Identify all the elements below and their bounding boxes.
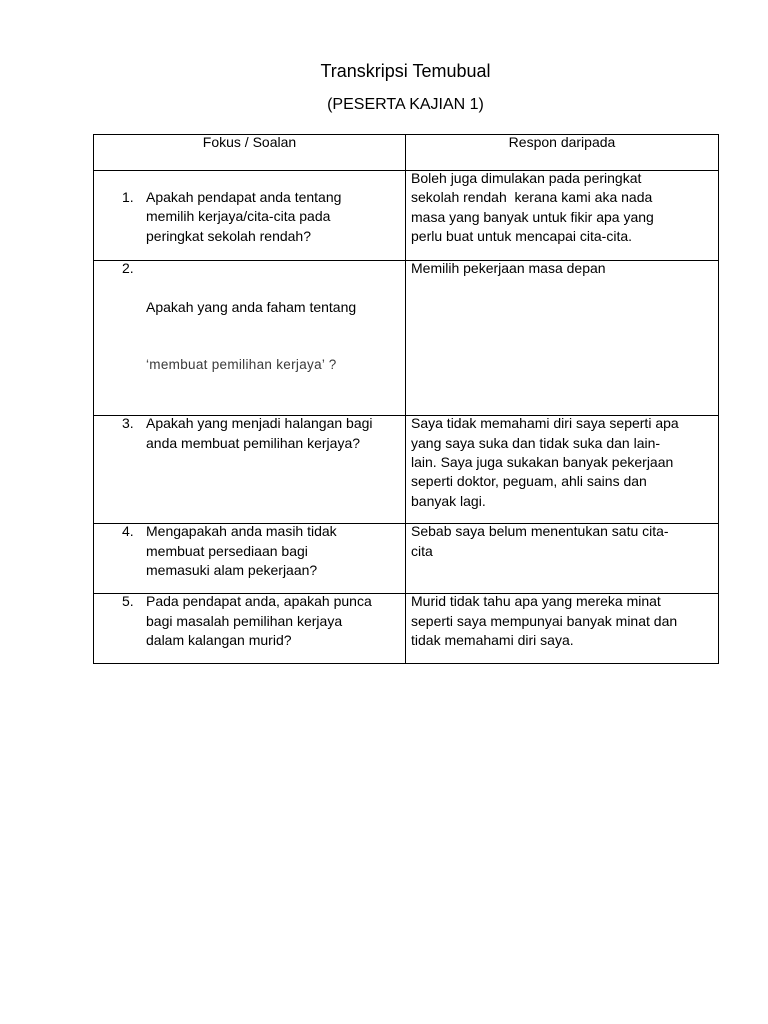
header-answer-cell — [406, 135, 719, 171]
question-item — [94, 171, 405, 246]
header-answer-label: Respon daripada — [508, 134, 616, 150]
answer-text: Sebab saya belum menentukan satu cita- cita — [411, 523, 669, 559]
row-number: 3. — [122, 415, 134, 432]
table-row — [94, 416, 719, 524]
question-cell — [94, 416, 406, 524]
table-row — [94, 594, 719, 664]
row-number: 2. — [122, 260, 134, 276]
question-item — [94, 416, 405, 453]
question-item — [94, 594, 405, 650]
table-row — [94, 261, 719, 416]
document-title: Transkripsi Temubual — [320, 61, 491, 81]
table-row — [94, 524, 719, 594]
answer-cell — [406, 261, 719, 416]
question-item — [94, 261, 405, 414]
question-quoted-term: ‘membuat pemilihan kerjaya’ ? — [146, 357, 337, 373]
header-question-label: Fokus / Soalan — [202, 134, 297, 150]
question-text-group — [146, 261, 356, 414]
question-cell — [94, 594, 406, 664]
answer-cell — [406, 171, 719, 261]
question-cell — [94, 171, 406, 261]
table-row — [94, 171, 719, 261]
question-item — [94, 524, 405, 580]
row-number: 5. — [122, 593, 134, 610]
row-number: 4. — [122, 523, 134, 540]
question-text: Mengapakah anda masih tidak membuat persediaan bagi memasuki alam pekerjaan? — [146, 523, 337, 578]
question-text: Pada pendapat anda, apakah punca bagi masalah pemilihan kerjaya dalam kalangan murid? — [146, 593, 372, 648]
question-text: Apakah yang menjadi halangan bagi anda membuat pemilihan kerjaya? — [146, 415, 373, 451]
answer-text: Memilih pekerjaan masa depan — [411, 260, 606, 276]
table-header-row — [94, 135, 719, 171]
answer-cell — [406, 594, 719, 664]
answer-text: Boleh juga dimulakan pada peringkat sekolah rendah kerana kami aka nada masa yang banyak untuk fikir apa yang perlu buat untuk mencapai cita-cita. — [411, 170, 654, 244]
answer-cell — [406, 524, 719, 594]
answer-text: Saya tidak memahami diri saya seperti apa yang saya suka dan tidak suka dan lain- lain. Saya juga sukakan banyak pekerjaan seperti doktor, peguam, ahli sains dan banyak lagi. — [411, 415, 679, 509]
answer-cell — [406, 416, 719, 524]
document-subtitle: (PESERTA KAJIAN 1) — [327, 96, 484, 113]
question-text: Apakah pendapat anda tentang memilih kerjaya/cita-cita pada peringkat sekolah rendah? — [146, 189, 342, 244]
header-question-cell — [94, 135, 406, 171]
answer-text: Murid tidak tahu apa yang mereka minat seperti saya mempunyai banyak minat dan tidak memahami diri saya. — [411, 593, 678, 648]
question-cell — [94, 524, 406, 594]
question-cell — [94, 261, 406, 416]
interview-table — [93, 134, 719, 664]
row-number: 1. — [122, 189, 134, 205]
question-text: Apakah yang anda faham tentang — [146, 298, 357, 315]
